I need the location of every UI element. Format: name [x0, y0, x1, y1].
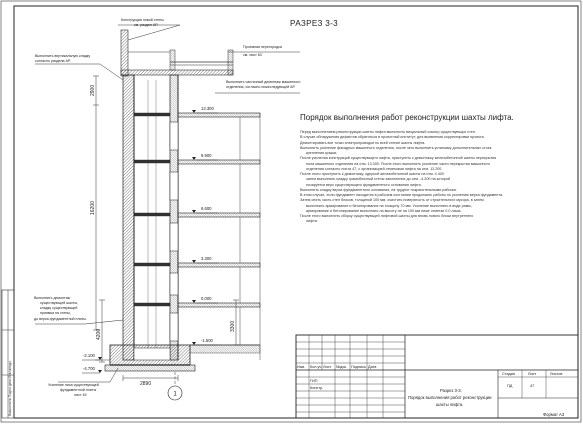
- tb-stage-value: ПД: [507, 384, 513, 388]
- tb-sheets-header: Листов: [550, 372, 563, 376]
- callout-left-upper-2: согласно раздела АР.: [35, 59, 71, 63]
- tb-row-konstr: Констр.: [310, 386, 324, 390]
- callout-left-lower-2: существующей шахты,: [40, 301, 79, 305]
- tb-col-sign: Подпись: [351, 365, 367, 369]
- callout-left-lower-5: до верха фундаментной плиты.: [34, 317, 87, 321]
- level-marks: [82, 106, 218, 373]
- level-0000: 0.000: [201, 296, 212, 301]
- level-minus-2100: -2.100: [83, 353, 95, 358]
- tb-col-izm: Изм.: [297, 365, 306, 369]
- tb-col-doc: №док.: [336, 365, 348, 369]
- dim-width: 2890: [140, 381, 152, 387]
- dim-total-height: 16200: [90, 201, 96, 215]
- title-block-text: [297, 365, 562, 407]
- level-13300: 13.300: [201, 106, 214, 111]
- machine-room-wall: [170, 50, 175, 70]
- axis-marker: [168, 372, 182, 400]
- tb-stage-header: Стадия: [502, 372, 515, 376]
- format-label: Формат А3: [543, 412, 565, 417]
- callout-left-lower-4: приямка на стены,: [40, 311, 71, 315]
- note-line: пола машинного отделения на отм. 13.300. После этого выполнить усиление части перекрытия машинного: [306, 161, 490, 166]
- procedure-heading: Порядок выполнения работ реконструкции шахты лифта.: [300, 113, 514, 122]
- callout-left-upper-1: Выполнить вертикальную кладку: [35, 54, 91, 58]
- level-6600: 6.600: [201, 206, 212, 211]
- callout-bottom-1: Усиление низа существующей: [48, 383, 99, 387]
- tb-sheet-title-2: Порядок выполнения работ реконструкции: [408, 395, 492, 400]
- axis-label: 1: [173, 390, 177, 398]
- tb-col-kol: Кол.уч.: [310, 365, 323, 369]
- binding-stamp: [2, 290, 14, 418]
- note-line: позируется верх существующего фундаментного основания лифта.: [306, 182, 422, 187]
- note-line: После усиления конструкций существующего лифта, приступить к демонтажу железобетонной шахты перекрытия: [300, 156, 497, 161]
- note-line: армирование и бетонирование выполнять на высоту не на 100 мм ниже отметки 0.0 лишь.: [306, 208, 462, 213]
- roof-slab: [121, 70, 233, 75]
- tb-sheet-title-3: шахты лифта.: [436, 402, 464, 407]
- floor-slabs: [134, 113, 260, 307]
- level-minus-4700: -4.700: [83, 366, 95, 371]
- note-line: выполнить армирование и бетонирование на толщину 70 мм. Усиление выполнять в виде рамы,: [306, 203, 472, 208]
- callout-top-wall-2: см. раздел АР.: [134, 23, 158, 27]
- note-line: После этого выполнить сборку существующей лифтовой шахты для вновь нового блоки внутреннего: [300, 214, 474, 218]
- foundation-slab: [105, 365, 195, 371]
- note-line: Затем снять часть стен блоков, толщиной 100 мм, очистить поверхность от строительного мусора, в затем: [300, 198, 484, 203]
- note-line: Выполнить кладку верха фундаментного основания, на труднот покрасительными рабочих.: [300, 187, 458, 192]
- callout-top-wall-1: Конструкция новой стены: [121, 18, 164, 22]
- dim-bottom: 4200: [96, 328, 102, 340]
- callout-overlap-1: Проемная перегородка: [243, 45, 282, 49]
- note-line: затем выполнить кладку грамоблочной стены заполнение до отм. -4.200 на которой: [306, 177, 451, 182]
- shaft-wall-left: [123, 75, 134, 360]
- note-line: лифта.: [306, 219, 318, 224]
- callout-opening-1: Выполнить частичный демонтаж машинного: [226, 80, 301, 84]
- callout-overlap-2: см. лист 63: [243, 53, 262, 57]
- tb-row-gip: ГИП: [310, 379, 318, 383]
- note-line: После этого приступить к демонтажу, одеркой железобетонной шахты на отм. 4.400: [300, 172, 444, 176]
- callout-opening-2: отделения, согласно нижеследующей АР.: [226, 85, 296, 89]
- callout-bottom-3: лист 45: [74, 393, 87, 397]
- new-wall: [121, 30, 128, 76]
- note-line: крепления крыши.: [306, 151, 338, 155]
- note-line: Перед выполнением реконструкции шахты лифта выполнить визуальный осмотр существующих стен.: [300, 130, 476, 134]
- side-stamp-text: Взам.инв.№ Подп.и дата Инв.№подл.: [8, 360, 12, 416]
- dim-right: 3300: [230, 320, 236, 332]
- dimension-lines: [93, 76, 239, 381]
- level-minus-1500: -1.500: [201, 338, 213, 343]
- callout-bottom-2: фундаментной плиты: [60, 388, 97, 392]
- note-line: Демонтировать все точки электропроводки по всей стенке шахты лифта.: [300, 140, 426, 145]
- procedure-notes: [300, 130, 575, 225]
- tb-sheet-header: Лист: [528, 372, 537, 376]
- note-line: Выполнить усиление фасадных машинного отделения, после чего выполнить установку дополнительных стоек: [300, 145, 492, 150]
- callout-left-lower-3: кладку существующей: [40, 306, 78, 310]
- dim-top: 2900: [90, 84, 96, 96]
- level-9900: 9.900: [201, 153, 212, 158]
- note-line: отделения согласно листа 47, с организацией отметками лифта на отм. 13.200.: [306, 166, 443, 171]
- tb-sheet-title-1: Разрез 3-3.: [440, 388, 462, 393]
- level-3300: 3.300: [201, 256, 212, 261]
- callout-left-lower-1: Выполнить демонтаж: [34, 296, 71, 300]
- tb-sheet-value: 47: [530, 384, 535, 388]
- note-line: В случае обнаружения дефектов обратиться в проектный институт, для выявления корректировки проекта.: [300, 135, 485, 140]
- tb-col-date: Дата: [368, 365, 377, 369]
- tb-col-list: Лист: [323, 365, 332, 369]
- note-line: В этом случае, если фундамент находится в рабочем состоянии продолжить работы по усилению верха фундамента.: [300, 193, 504, 197]
- drawing-title: РАЗРЕЗ 3-3: [290, 19, 339, 28]
